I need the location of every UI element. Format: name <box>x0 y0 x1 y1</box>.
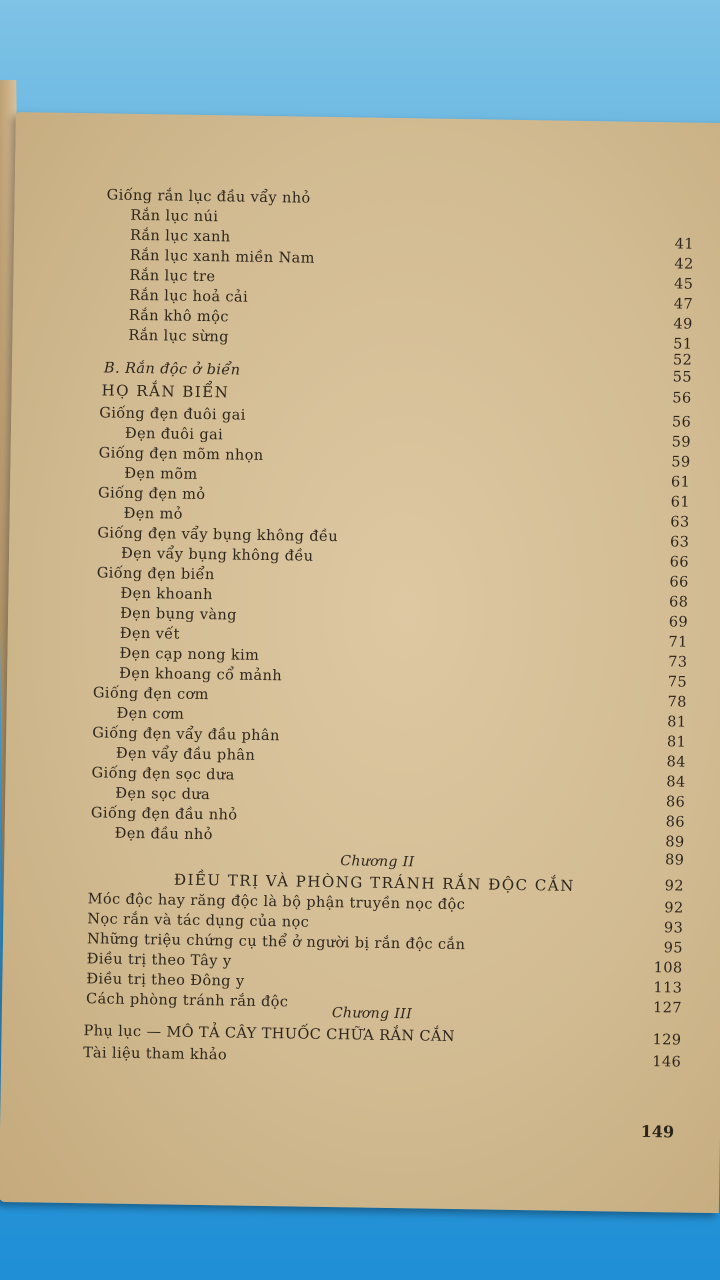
toc-entry-page <box>655 196 695 197</box>
toc-entry-page: 75 <box>667 674 688 691</box>
toc-entry-text: Cách phòng tránh rắn độc <box>85 991 289 1011</box>
toc-entry-page: 55 <box>672 369 693 386</box>
toc-entry-page: 66 <box>669 554 690 571</box>
toc-entry-text: Đẹn cạp nong kim <box>119 645 260 664</box>
toc-entry-page: 56 <box>671 414 692 431</box>
toc-entry-page: 95 <box>663 940 684 957</box>
toc-entry-page: 68 <box>668 594 689 611</box>
toc-entry-page: 89 <box>664 852 685 869</box>
toc-entry-text: Rắn lục tre <box>129 267 216 286</box>
toc-entry-text: Đẹn bụng vàng <box>120 605 237 624</box>
toc-entry-text: Rắn lục hoả cải <box>129 287 249 306</box>
toc-entry-text: Giống đẹn biển <box>96 565 215 584</box>
toc-entry-page: 49 <box>673 316 693 333</box>
toc-entry-text: B. Rắn độc ở biển <box>103 360 241 379</box>
toc-entry-text: Đẹn sọc dưa <box>115 785 211 804</box>
toc-entry-page: 52 <box>672 352 693 369</box>
toc-entry-text: Điều trị theo Đông y <box>86 971 245 990</box>
toc-entry-text: Đẹn vẩy đầu phân <box>115 745 256 764</box>
toc-entry-text: Đẹn mõm <box>124 465 198 483</box>
toc-entry-page: 73 <box>668 654 688 671</box>
toc-entry-page: 69 <box>668 614 689 631</box>
toc-entry-page: 127 <box>652 1000 683 1017</box>
toc-entry-page: 42 <box>674 256 694 273</box>
toc-entry-page: 86 <box>665 794 686 811</box>
toc-entry-text: Tài liệu tham khảo <box>83 1045 228 1064</box>
toc-entry-page: 56 <box>672 390 692 407</box>
toc-entry-text: Giống đẹn cơm <box>92 685 209 704</box>
toc-entry-text: Giống đẹn vẩy bụng không đều <box>97 525 339 546</box>
toc-entry-text: Giống đẹn mỏ <box>97 485 206 504</box>
toc-entry-text: Rắn lục xanh miền Nam <box>129 247 315 267</box>
toc-entry-page: 63 <box>670 514 690 531</box>
toc-entry-page: 71 <box>668 634 688 651</box>
toc-entry-page: 61 <box>670 494 691 511</box>
toc-entry-page: 78 <box>667 694 687 711</box>
toc-entry-text: Đẹn mỏ <box>123 505 183 523</box>
toc-entry-text: Giống đẹn sọc dưa <box>91 765 235 784</box>
toc-entry-page: 51 <box>673 336 693 353</box>
toc-entry-page: 41 <box>674 236 695 253</box>
toc-entry-page: 113 <box>653 980 683 997</box>
toc-entry-page: 146 <box>652 1054 682 1071</box>
toc-entry-page <box>654 216 694 217</box>
toc-entry-page: 61 <box>670 474 691 491</box>
page-number: 149 <box>640 1121 675 1142</box>
toc-entry-page: 92 <box>664 900 684 917</box>
toc-entry-page: 66 <box>669 574 689 591</box>
toc-entry-text: Giống đẹn đầu nhỏ <box>90 805 238 824</box>
toc-entry-text: Móc độc hay răng độc là bộ phận truyền nọc độc <box>87 891 466 914</box>
toc-entry-page: 59 <box>671 434 692 451</box>
toc-entry-text: Điều trị theo Tây y <box>86 951 232 970</box>
toc-entry-page: 84 <box>666 774 686 791</box>
toc-entry-page: 81 <box>667 714 687 731</box>
toc-entry-page: 86 <box>665 814 686 831</box>
toc-entry-page: 47 <box>673 296 694 313</box>
toc-entry-text: Đẹn đuôi gai <box>124 425 224 444</box>
toc-entry-page: 45 <box>673 276 694 293</box>
toc-entry-page: 89 <box>665 834 685 851</box>
book-page <box>0 112 720 1213</box>
toc-entry-text: Giống rắn lục đầu vẩy nhỏ <box>106 187 311 207</box>
toc-entry-page: 59 <box>671 454 691 471</box>
toc-entry-text: Nọc rắn và tác dụng của nọc <box>87 911 310 931</box>
toc-entry-text: ĐIỀU TRỊ VÀ PHÒNG TRÁNH RẮN ĐỘC CẮN <box>173 870 575 895</box>
toc-entry-text: Đẹn khoanh <box>120 585 213 604</box>
toc-entry-page: 81 <box>666 734 687 751</box>
toc-entry-text: Giống đẹn vẩy đầu phân <box>92 725 280 745</box>
toc-entry-page: 108 <box>653 960 683 977</box>
toc-entry-text: Đẹn vẩy bụng không đều <box>120 545 314 565</box>
toc-entry-text: Đẹn khoang cổ mảnh <box>119 665 283 685</box>
toc-entry-text: Rắn lục núi <box>130 207 219 226</box>
toc-entry-page: 92 <box>664 878 685 895</box>
toc-entry-page: 84 <box>666 754 686 771</box>
toc-entry-text: Rắn khô mộc <box>128 307 229 326</box>
toc-entry-text: Phụ lục — MÔ TẢ CÂY THUỐC CHỮA RẮN CẮN <box>83 1023 456 1046</box>
toc-entry-page: 93 <box>663 920 684 937</box>
toc-entry-text: Rắn lục sừng <box>128 327 230 346</box>
toc-entry-page: 129 <box>652 1032 682 1049</box>
toc-entry-text: HỌ RẮN BIỂN <box>101 381 230 402</box>
toc-entry-text: Những triệu chứng cụ thể ở người bị rắn độc cắn <box>86 931 466 954</box>
toc-entry-text: Đẹn cơm <box>116 705 185 723</box>
chapter-label-text: Chương II <box>340 853 415 871</box>
chapter-label-text: Chương III <box>331 1005 413 1023</box>
toc-entry-text: Giống đẹn mõm nhọn <box>98 445 264 464</box>
toc-entry-text: Đẹn đầu nhỏ <box>114 825 213 844</box>
toc-entry-text: Rắn lục xanh <box>129 227 231 246</box>
toc-entry-text: Đẹn vết <box>119 625 180 643</box>
toc-entry-text: Giống đẹn đuôi gai <box>99 405 246 424</box>
toc-entry-page: 63 <box>669 534 690 551</box>
